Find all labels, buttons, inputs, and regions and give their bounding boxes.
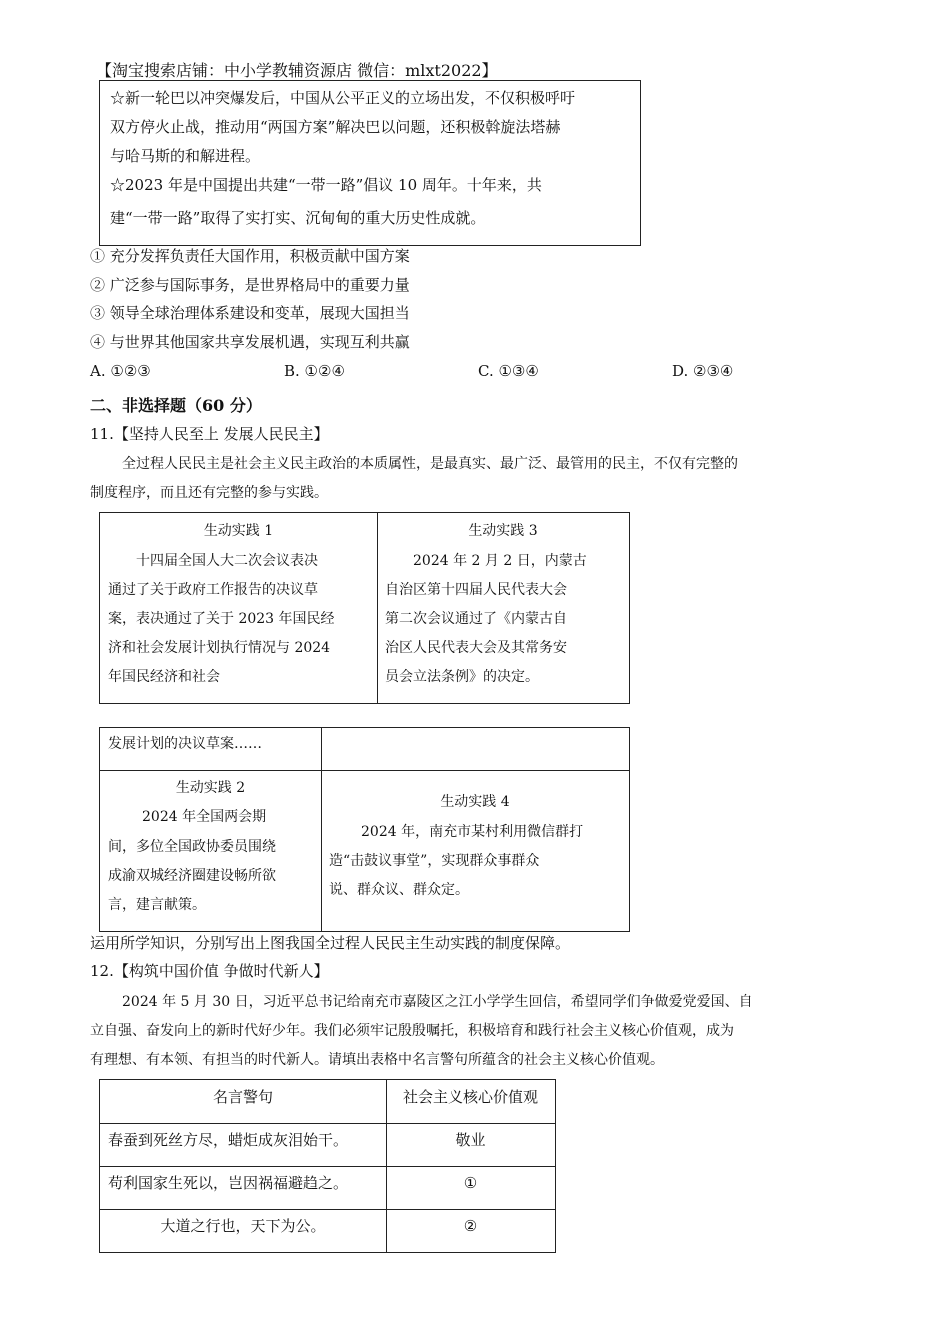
- practice3-title: 生动实践 3: [468, 523, 538, 539]
- table-quote: 苟利国家生死以，岂因祸福避趋之。: [108, 1174, 349, 1192]
- q12-title: 12.【构筑中国价值 争做时代新人】: [90, 962, 329, 980]
- option-a: A. ①②③: [90, 362, 151, 380]
- option-c: C. ①③④: [478, 362, 539, 380]
- practice1-line: 案，表决通过了关于 2023 年国民经: [108, 611, 335, 627]
- practice3-line: 员会立法条例》的决定。: [385, 669, 539, 685]
- practice3-line: 第二次会议通过了《内蒙古自: [385, 611, 567, 627]
- practice1-continuation: 发展计划的决议草案……: [108, 736, 262, 752]
- q11-intro-line: 制度程序，而且还有完整的参与实践。: [90, 485, 328, 501]
- practice2-line: 2024 年全国两会期: [142, 809, 267, 825]
- material-line: 与哈马斯的和解进程。: [110, 147, 261, 165]
- table-header-value: 社会主义核心价值观: [402, 1088, 538, 1106]
- practice2-title: 生动实践 2: [175, 780, 246, 796]
- option-b: B. ①②④: [284, 362, 345, 380]
- q12-intro-line: 有理想、有本领、有担当的时代新人。请填出表格中名言警句所蕴含的社会主义核心价值观。: [90, 1052, 664, 1068]
- practice1-title: 生动实践 1: [203, 523, 274, 539]
- table-header-quote: 名言警句: [212, 1088, 273, 1106]
- material-line: 双方停火止战，推动用“两国方案”解决巴以问题，还积极斡旋法塔赫: [110, 118, 561, 136]
- practice1-line: 济和社会发展计划执行情况与 2024: [108, 640, 331, 656]
- practice2-line: 言，建言献策。: [108, 897, 206, 913]
- practice4-line: 2024 年，南充市某村利用微信群打: [361, 824, 584, 840]
- practice4-line: 说、群众议、群众定。: [329, 882, 469, 898]
- practice-table-top: [99, 512, 630, 704]
- table-quote: 大道之行也，天下为公。: [160, 1217, 326, 1235]
- practice1-line: 年国民经济和社会: [108, 669, 220, 685]
- material-line: ☆2023 年是中国提出共建“一带一路”倡议 10 周年。十年来，共: [110, 176, 542, 194]
- practice4-title: 生动实践 4: [440, 794, 510, 810]
- q11-title: 11.【坚持人民至上 发展人民民主】: [90, 425, 329, 443]
- statement-3: ③ 领导全球治理体系建设和变革，展现大国担当: [90, 304, 410, 322]
- practice3-line: 自治区第十四届人民代表大会: [385, 582, 567, 598]
- statement-2: ② 广泛参与国际事务，是世界格局中的重要力量: [90, 276, 410, 294]
- q12-intro-line: 立自强、奋发向上的新时代好少年。我们必须牢记殷殷嘱托，积极培育和践行社会主义核心价值观，成为: [90, 1023, 734, 1039]
- table-quote: 春蚕到死丝方尽，蜡炬成灰泪始干。: [108, 1131, 349, 1149]
- practice4-line: 造“击鼓议事堂”，实现群众事群众: [329, 853, 540, 869]
- table-value-blank-1: ①: [463, 1174, 478, 1192]
- option-d: D. ②③④: [672, 362, 734, 380]
- practice3-line: 2024 年 2 月 2 日，内蒙古: [413, 553, 587, 569]
- table-value-blank-2: ②: [463, 1217, 478, 1235]
- practice-table-bottom: [99, 727, 630, 932]
- practice3-line: 治区人民代表大会及其常务安: [385, 640, 567, 656]
- material-line: 建“一带一路”取得了实打实、沉甸甸的重大历史性成就。: [110, 209, 486, 227]
- q12-intro-line: 2024 年 5 月 30 日，习近平总书记给南充市嘉陵区之江小学学生回信，希望同学们争做爱党爱国、自: [122, 994, 753, 1010]
- section-title: 二、非选择题（60 分）: [90, 396, 262, 415]
- practice1-line: 十四届全国人大二次会议表决: [136, 553, 318, 569]
- table-value: 敬业: [455, 1131, 486, 1149]
- q11-question: 运用所学知识，分别写出上图我国全过程人民民主生动实践的制度保障。: [90, 934, 571, 952]
- shop-header: 【淘宝搜索店铺：中小学教辅资源店 微信：mlxt2022】: [96, 61, 498, 80]
- material-box: [99, 80, 641, 246]
- practice2-line: 间，多位全国政协委员围绕: [108, 839, 276, 855]
- practice2-line: 成渝双城经济圈建设畅所欲: [108, 868, 276, 884]
- practice1-line: 通过了关于政府工作报告的决议草: [108, 582, 318, 598]
- statement-1: ① 充分发挥负责任大国作用，积极贡献中国方案: [90, 247, 410, 265]
- material-line: ☆新一轮巴以冲突爆发后，中国从公平正义的立场出发，不仅积极呼吁: [110, 89, 576, 107]
- statement-4: ④ 与世界其他国家共享发展机遇，实现互利共赢: [90, 333, 410, 351]
- values-table: [99, 1079, 556, 1253]
- q11-intro-line: 全过程人民民主是社会主义民主政治的本质属性，是最真实、最广泛、最管用的民主，不仅有完整的: [122, 456, 738, 472]
